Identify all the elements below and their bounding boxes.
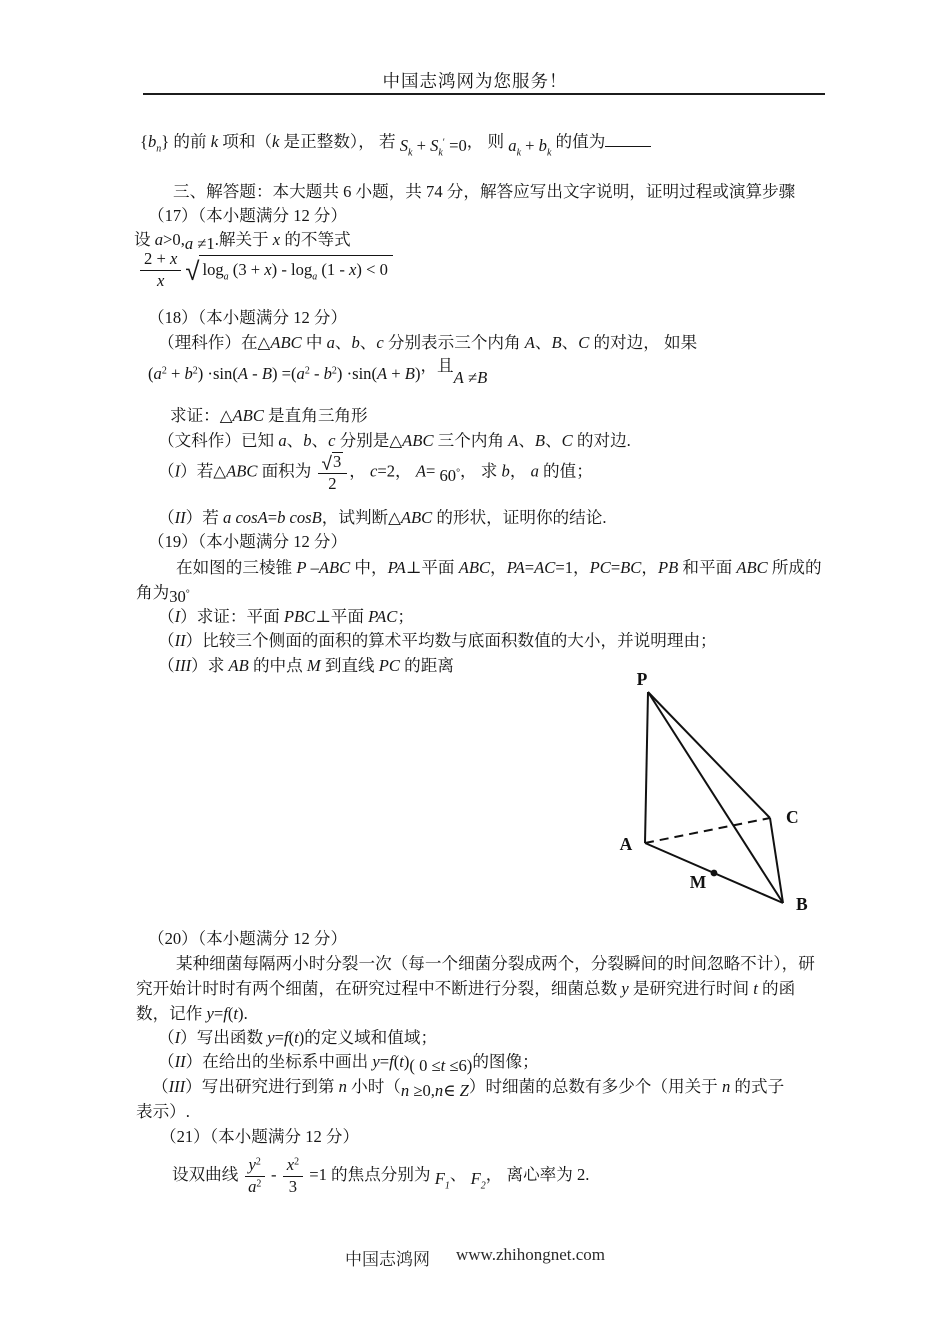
q20-part-ii: （II）在给出的坐标系中画出 y=f(t)( 0 ≤t ≤6)的图像；	[158, 1052, 539, 1075]
midpoint-dot	[711, 870, 718, 877]
q19-part-iii: （III）求 AB 的中点 M 到直线 PC 的距离	[158, 656, 454, 675]
prev-question-continuation: $\{b_n\}$ 的前 k 项和（k 是正整数）， 若 $S_k + S_k' =0$， 则 $a_k + b_k$ 的值为	[140, 130, 651, 157]
footer-url: www.zhihongnet.com	[455, 1245, 606, 1264]
q20-part-iii-line1: （III）写出研究进行到第 n 小时（n ≥0,n∈ Z）时细菌的总数有多少个（用关于 n 的式子	[152, 1077, 785, 1100]
edge-pc	[648, 692, 770, 818]
q17-intro: 设 a>0,a ≠1.解关于 x 的不等式	[134, 230, 351, 253]
q18-science-intro: （理科作）在△ABC 中 a、b、c 分别表示三个内角 A、B、C 的对边， 如果	[158, 333, 698, 352]
q20-part-i: （I）写出函数 y=f(t)的定义域和值域；	[158, 1028, 438, 1047]
q20-body-line2: 究开始计时时有两个细菌，在研究过程中不断进行分裂，细菌总数 y 是研究进行时间 t 的函	[136, 979, 796, 998]
vertex-label-b: B	[796, 894, 808, 914]
q17-inequality-formula: $\frac{2 + x}{x}$ √ $\log_a (3 + x) - \log_a (1 - x) < 0$	[138, 250, 393, 290]
q18-prove-line: 求证：△ABC 是直角三角形	[170, 406, 368, 425]
q19-intro-line1: 在如图的三棱锥 P –ABC 中，PA⊥平面 ABC，PA=AC=1，PC=BC，PB 和平面 ABC 所成的	[176, 558, 822, 577]
q19-part-i: （I）求证：平面 PBC⊥平面 PAC；	[158, 607, 414, 626]
q18-equation: $(a^2 + b^2) \cdot\sin(A - B) =(a^2 - b^2) \cdot\sin(A + B)$，且A ≠B	[148, 356, 488, 387]
vertex-label-p: P	[636, 669, 648, 689]
q17-heading: （17）（本小题满分 12 分）	[148, 206, 348, 225]
q19-intro-line2: 角为30°	[136, 583, 190, 606]
q19-heading: （19）（本小题满分 12 分）	[148, 532, 348, 551]
q20-body-line1: 某种细菌每隔两小时分裂一次（每一个细菌分裂成两个，分裂瞬间的时间忽略不计），研	[176, 954, 815, 973]
midpoint-label-m: M	[689, 872, 707, 892]
header-rule	[143, 93, 825, 95]
section-3-heading: 三、解答题：本大题共 6 小题，共 74 分，解答应写出文字说明，证明过程或演算步骤	[173, 182, 796, 201]
edge-ac-dashed	[645, 818, 770, 843]
page-footer	[0, 1245, 950, 1270]
q21-heading: （21）（本小题满分 12 分）	[160, 1127, 360, 1146]
q21-hyperbola-line: 设双曲线 $\frac{y^2}{a^2}$ - $\frac{x^2}{3}$ =1 的焦点分别为 $F_1$、 $F_2$， 离心率为 2.	[172, 1155, 590, 1196]
tetrahedron-figure	[590, 668, 840, 923]
edge-cb	[770, 818, 783, 903]
q18-part-i: （I）若△ABC 面积为 √ 3 2 ， c=2， A= 60°， 求 b， a 的值；	[158, 451, 593, 493]
edge-pa	[645, 692, 648, 843]
vertex-label-c: C	[786, 807, 799, 827]
q20-part-iii-line2: 表示）.	[136, 1102, 190, 1121]
q18-liberal-intro: （文科作）已知 a、b、c 分别是△ABC 三个内角 A、B、C 的对边.	[158, 431, 631, 450]
q18-part-ii: （II）若 a cosA=b cosB，试判断△ABC 的形状，证明你的结论.	[158, 508, 607, 527]
q18-heading: （18）（本小题满分 12 分）	[148, 308, 348, 327]
q20-body-line3: 数，记作 y=f(t).	[136, 1004, 248, 1023]
footer-site-name: 中国志鸿网	[344, 1250, 430, 1269]
header-title: 中国志鸿网为您服务！	[382, 71, 568, 91]
vertex-label-a: A	[619, 834, 633, 854]
q20-heading: （20）（本小题满分 12 分）	[148, 929, 348, 948]
q19-part-ii: （II）比较三个侧面的面积的算术平均数与底面积数值的大小，并说明理由；	[158, 631, 717, 650]
